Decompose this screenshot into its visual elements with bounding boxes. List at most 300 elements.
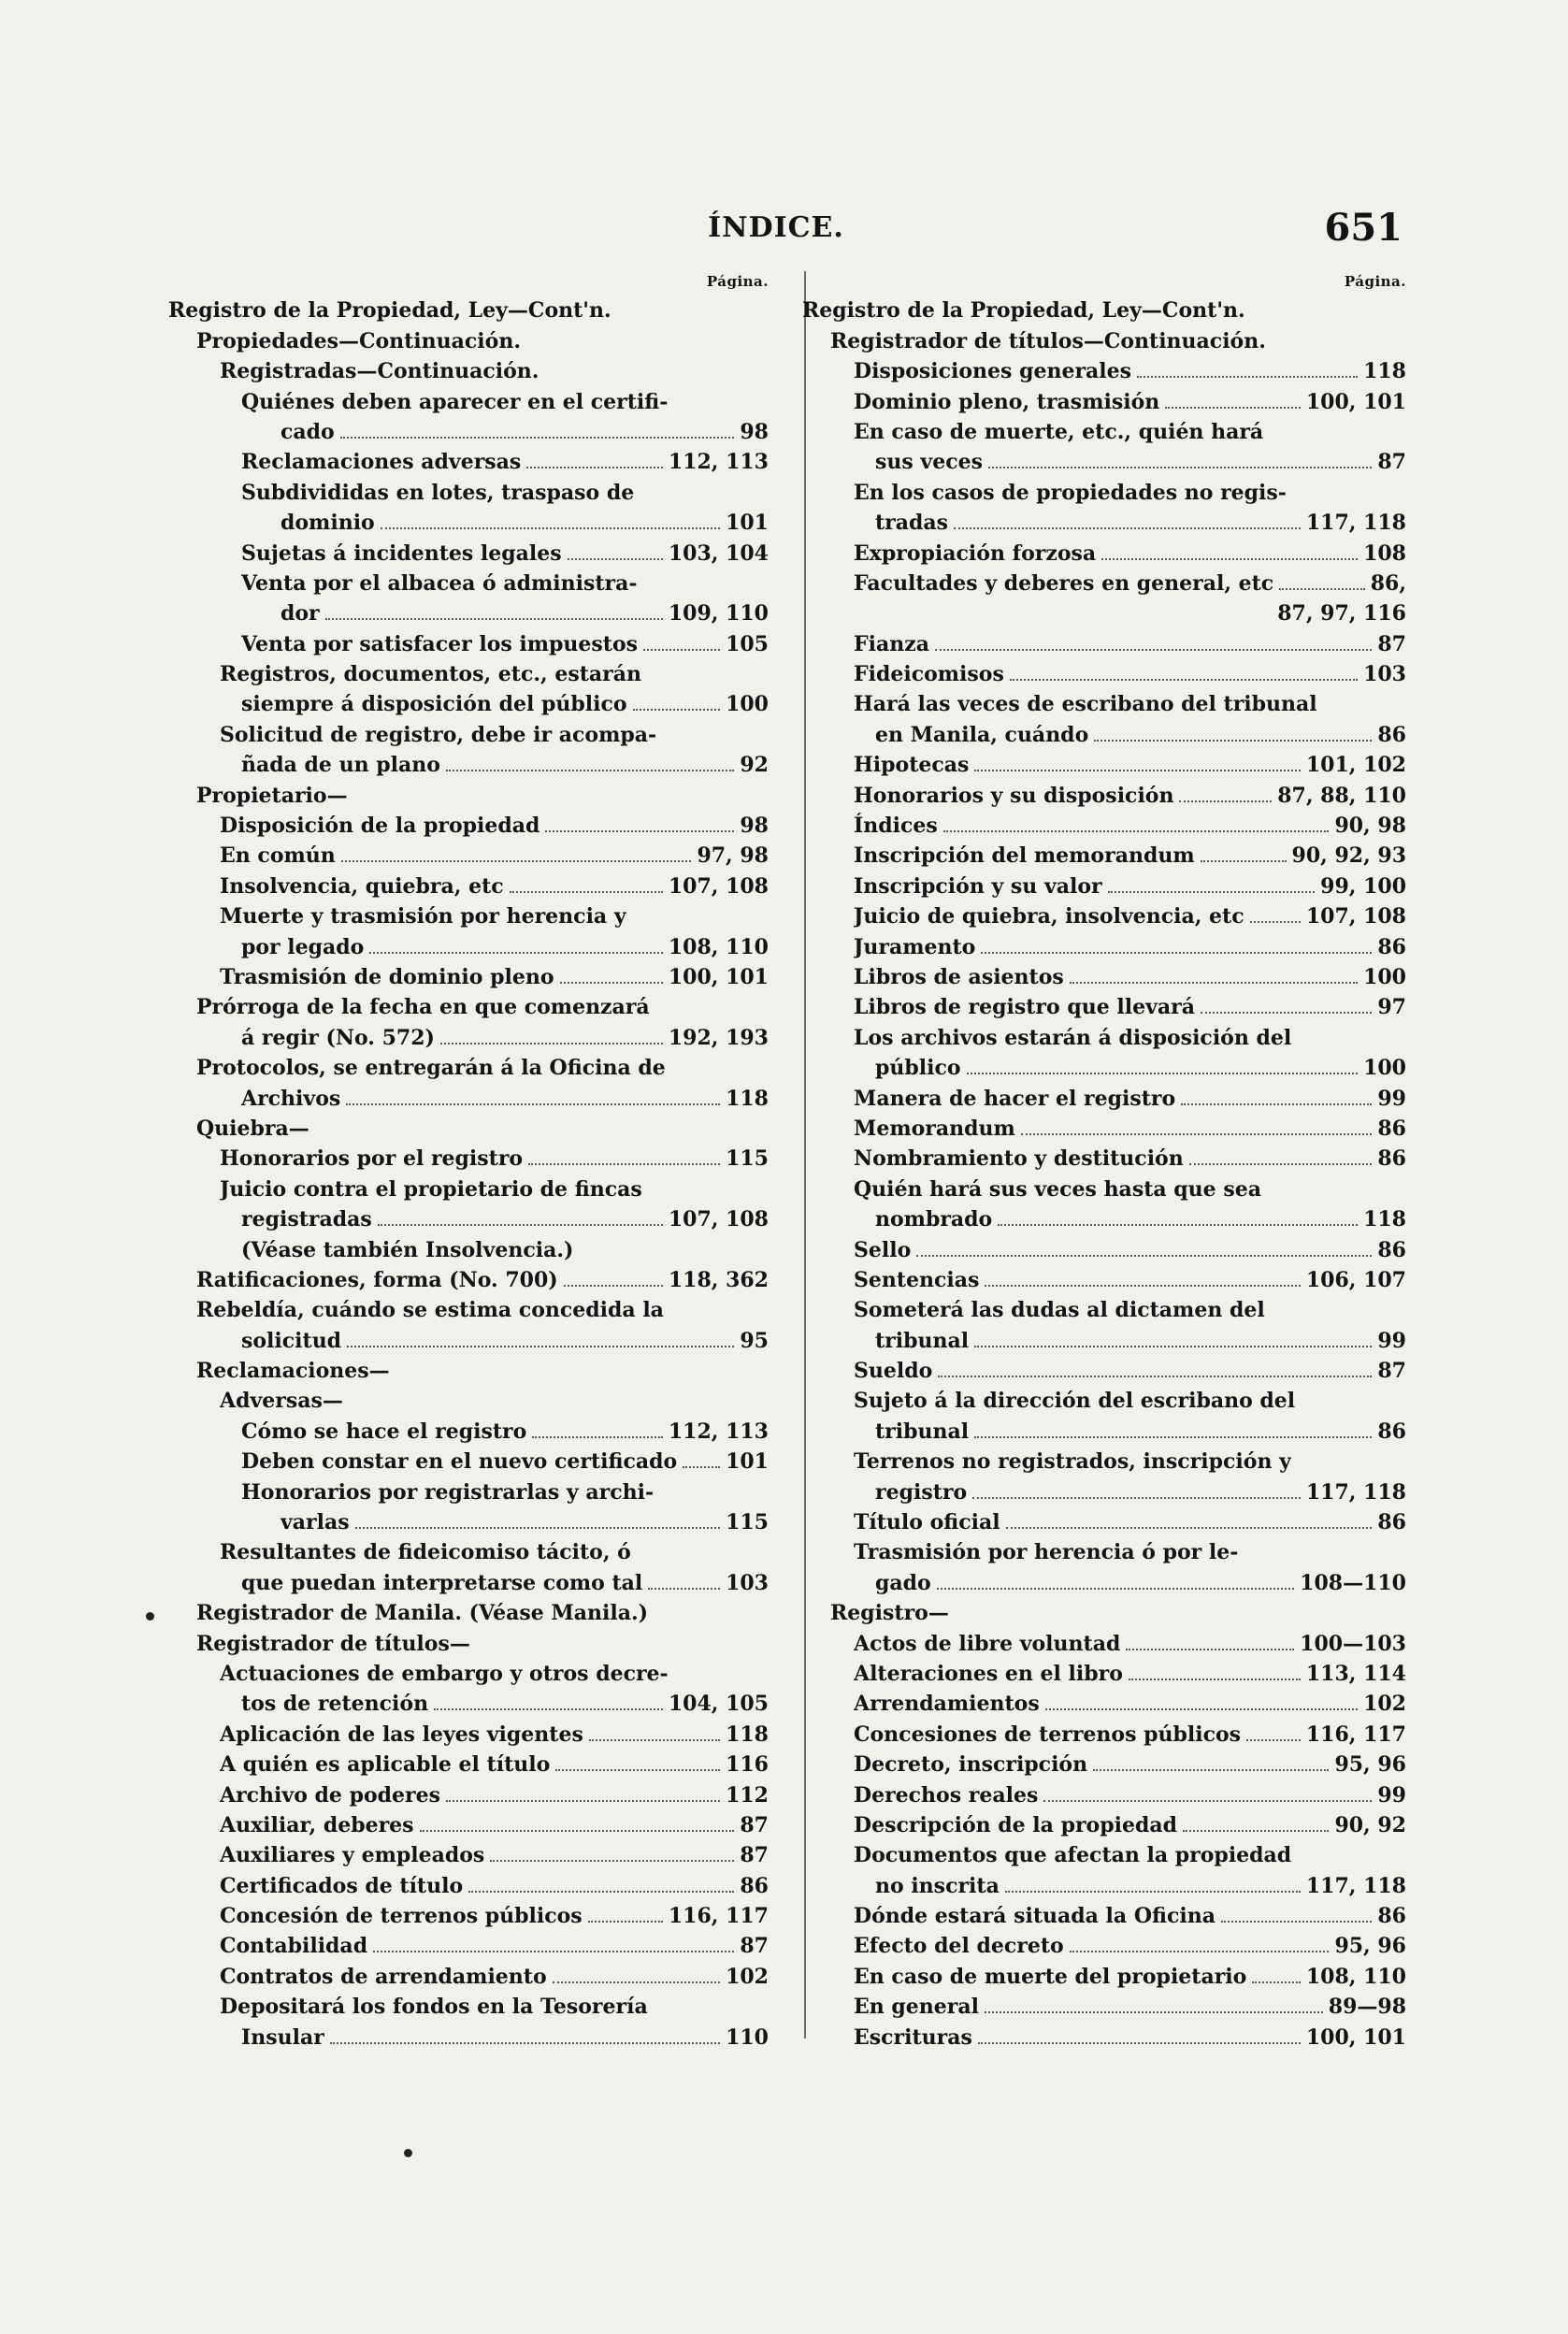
dot-leader (643, 649, 720, 651)
index-entry (802, 506, 1406, 536)
dot-leader (1005, 1891, 1301, 1893)
index-entry-pages: 86, (1370, 570, 1406, 596)
index-entry-pages: 102 (726, 1964, 769, 1989)
index-entry-term: solicitud (241, 1328, 342, 1353)
dot-leader (1094, 740, 1372, 742)
index-entry-pages: 99 (1377, 1782, 1406, 1808)
index-entry-pages: 87 (1377, 450, 1406, 475)
index-entry-term: Insular (241, 2024, 324, 2050)
index-entry (168, 1959, 769, 1989)
index-entry (168, 384, 769, 414)
dot-leader (420, 1830, 735, 1832)
index-entry-term: Registro— (830, 1601, 949, 1626)
index-entry-term: Juicio contra el propietario de fincas (220, 1176, 642, 1202)
index-entry (168, 809, 769, 839)
index-entry (802, 2020, 1406, 2050)
index-entry-pages: 87, 97, 116 (1277, 601, 1406, 627)
index-entries-right (802, 294, 1406, 2051)
index-entry-term: gado (875, 1570, 931, 1595)
dot-leader (938, 1376, 1372, 1377)
dot-leader (369, 952, 662, 954)
index-entry-pages: 112, 113 (668, 450, 769, 475)
index-entry (802, 1565, 1406, 1595)
index-entry-term: Protocolos, se entregarán á la Oficina de (196, 1056, 666, 1081)
index-entry-term: Reclamaciones— (196, 1359, 390, 1384)
index-entry (168, 1929, 769, 1959)
index-entry (802, 1899, 1406, 1929)
dot-leader (510, 891, 663, 893)
index-entry-term: Trasmisión por herencia ó por le- (854, 1540, 1239, 1565)
dot-leader (1201, 860, 1287, 862)
index-entry-term: Muerte y trasmisión por herencia y (220, 904, 626, 929)
index-entry-pages: 108—110 (1300, 1570, 1406, 1595)
index-entry (168, 1081, 769, 1111)
index-entry (168, 1020, 769, 1050)
dot-leader (341, 860, 692, 862)
index-entry (802, 1535, 1406, 1565)
index-entry-term: no inscrita (875, 1873, 1000, 1898)
index-entry-pages: 98 (740, 419, 769, 444)
index-entry (802, 415, 1406, 445)
index-entry-term: Aplicación de las leyes vigentes (220, 1722, 583, 1747)
index-entry (802, 809, 1406, 839)
index-entries-left (168, 294, 769, 2051)
index-entry (168, 687, 769, 717)
index-entry-term: Quiénes deben aparecer en el certifi- (241, 389, 669, 414)
index-entry-term: Adversas— (220, 1389, 343, 1414)
index-entry-term: Índices (854, 814, 938, 839)
index-entry (802, 1293, 1406, 1323)
index-entry-term: Sueldo (854, 1359, 933, 1384)
index-entry-pages: 90, 98 (1334, 814, 1406, 839)
index-entry-pages: 86 (1377, 1116, 1406, 1141)
dot-leader (1021, 1133, 1373, 1135)
index-entry-term: Hipotecas (854, 753, 970, 778)
running-title: ÍNDICE. (708, 211, 844, 244)
index-entry (802, 1808, 1406, 1838)
index-entry-term: Escrituras (854, 2024, 972, 2050)
index-entry-term: Alteraciones en el libro (854, 1661, 1123, 1686)
index-entry-term: Reclamaciones adversas (241, 450, 522, 475)
index-entry-term: Disposiciones generales (854, 359, 1132, 384)
dot-leader (381, 527, 720, 529)
index-entry-pages: 87 (740, 1843, 769, 1868)
index-entry (168, 324, 769, 353)
index-entry-pages: 104, 105 (668, 1692, 769, 1717)
index-entry-term: Rebeldía, cuándo se estima concedida la (196, 1298, 664, 1323)
index-entry-term: Propietario— (196, 783, 348, 808)
index-entry-pages: 107, 108 (1305, 904, 1406, 929)
index-entry-term: tradas (875, 511, 949, 536)
dot-leader (988, 467, 1372, 468)
index-entry (168, 748, 769, 778)
index-entry-pages: 86 (1377, 934, 1406, 959)
index-entry (168, 1717, 769, 1747)
index-entry-pages: 115 (726, 1510, 769, 1535)
dot-leader (555, 1769, 720, 1771)
index-entry-term: Documentos que afectan la propiedad (854, 1843, 1292, 1868)
index-entry (168, 567, 769, 597)
dot-leader (648, 1588, 720, 1590)
ink-speck (404, 2149, 412, 2157)
index-entry-pages: 108, 110 (1305, 1964, 1406, 1989)
dot-leader (1137, 376, 1358, 378)
dot-leader (440, 1043, 663, 1045)
index-entry-pages: 105 (726, 631, 769, 656)
index-entry-pages: 100, 101 (1305, 389, 1406, 414)
index-entry (168, 1142, 769, 1172)
index-entry-term: Cómo se hace el registro (241, 1419, 527, 1444)
index-entry-term: Derechos reales (854, 1782, 1039, 1808)
dot-leader (589, 1739, 720, 1741)
dot-leader (560, 982, 663, 984)
index-entry-pages: 106, 107 (1305, 1267, 1406, 1292)
dot-leader (330, 2042, 720, 2044)
index-entry (168, 1626, 769, 1656)
index-entry-term: Libros de registro que llevará (854, 995, 1195, 1020)
dot-leader (1070, 1951, 1330, 1952)
index-entry (802, 1778, 1406, 1808)
index-entry-pages: 103 (1363, 662, 1406, 687)
index-entry (168, 1838, 769, 1868)
index-entry (168, 1990, 769, 2020)
dot-leader (1006, 1527, 1373, 1529)
index-entry-term: Contabilidad (220, 1934, 368, 1959)
dot-leader (1101, 558, 1358, 560)
index-entry-pages: 86 (1377, 1510, 1406, 1535)
index-entry-term: Descripción de la propiedad (854, 1812, 1177, 1837)
index-entry-pages: 116, 117 (668, 1904, 769, 1929)
index-entry-pages: 87 (740, 1812, 769, 1837)
dot-leader (683, 1466, 720, 1468)
index-entry-term: Honorarios por el registro (220, 1146, 524, 1172)
index-entry (168, 1414, 769, 1444)
index-entry-pages: 115 (726, 1146, 769, 1172)
dot-leader (974, 1346, 1372, 1347)
dot-leader (916, 1255, 1372, 1257)
index-entry-pages: 102 (1363, 1692, 1406, 1717)
index-entry-term: Registro de la Propiedad, Ley—Cont'n. (802, 298, 1245, 324)
dot-leader (526, 467, 663, 468)
index-entry-pages: 95 (740, 1328, 769, 1353)
index-entry-pages: 118 (726, 1086, 769, 1111)
dot-leader (1252, 1981, 1300, 1983)
index-entry (168, 900, 769, 929)
index-entry-term: Dominio pleno, trasmisión (854, 389, 1160, 414)
index-entry-pages: 108 (1363, 540, 1406, 566)
index-entry-pages: 99, 100 (1320, 873, 1406, 899)
index-entry-pages: 89—98 (1328, 1995, 1406, 2020)
index-entry (168, 717, 769, 747)
index-entry-pages: 87, 88, 110 (1277, 783, 1406, 808)
dot-leader (1189, 1163, 1373, 1165)
index-entry (168, 536, 769, 566)
index-entry-pages: 97, 98 (697, 843, 769, 869)
dot-leader (1250, 921, 1301, 923)
index-entry-term: Venta por satisfacer los impuestos (241, 631, 639, 656)
index-entry (802, 1748, 1406, 1778)
index-entry (802, 294, 1406, 324)
index-entry (802, 1838, 1406, 1868)
index-entry-pages: 86 (1377, 1904, 1406, 1929)
index-entry-term: Juramento (854, 934, 976, 959)
dot-leader (528, 1163, 720, 1165)
dot-leader (325, 618, 663, 620)
index-entry (168, 929, 769, 959)
dot-leader (568, 558, 663, 560)
index-entry-pages: 108, 110 (668, 934, 769, 959)
index-entry-term: por legado (241, 934, 365, 959)
dot-leader (468, 1891, 734, 1893)
index-entry-pages: 118, 362 (668, 1267, 769, 1292)
dot-leader (954, 527, 1301, 529)
index-entry-pages: 86 (1377, 722, 1406, 747)
index-entry (168, 1868, 769, 1898)
index-entry-pages: 90, 92 (1334, 1812, 1406, 1837)
index-entry-term: Sello (854, 1237, 912, 1262)
index-entry (168, 1778, 769, 1808)
dot-leader (378, 1224, 663, 1226)
index-entry-pages: 100, 101 (1305, 2024, 1406, 2050)
index-entry (168, 354, 769, 384)
dot-leader (1043, 1800, 1372, 1802)
dot-leader (347, 1346, 734, 1347)
index-entry-term: En general (854, 1995, 979, 2020)
index-entry (168, 475, 769, 505)
index-entry-term: Hará las veces de escribano del tribunal (854, 692, 1317, 717)
index-entry-term: A quién es aplicable el título (220, 1752, 551, 1778)
index-entry (168, 1596, 769, 1626)
dot-leader (1126, 1649, 1294, 1650)
index-entry (802, 929, 1406, 959)
dot-leader (1108, 891, 1316, 893)
index-entry (168, 294, 769, 324)
index-entry-term: Resultantes de fideicomiso tácito, ó (220, 1540, 631, 1565)
index-entry (802, 990, 1406, 1020)
index-entry (802, 445, 1406, 475)
dot-leader (588, 1921, 663, 1923)
index-entry-term: Concesión de terrenos públicos (220, 1904, 583, 1929)
index-entry-pages: 118 (1363, 359, 1406, 384)
index-entry-term: Trasmisión de dominio pleno (220, 964, 554, 989)
index-entry-term: Actos de libre voluntad (854, 1631, 1121, 1656)
index-entry-pages: 117, 118 (1305, 511, 1406, 536)
index-entry-pages: 117, 118 (1305, 1479, 1406, 1505)
index-entry-term: Fideicomisos (854, 662, 1004, 687)
index-entry (802, 536, 1406, 566)
index-entry-pages: 86 (1377, 1237, 1406, 1262)
dot-leader (1070, 982, 1358, 984)
dot-leader (1179, 800, 1272, 802)
dot-leader (490, 1860, 734, 1862)
index-entry-term: Propiedades—Continuación. (196, 328, 521, 353)
index-entry (168, 1203, 769, 1232)
index-entry-pages: 100—103 (1300, 1631, 1406, 1656)
index-entry (802, 1657, 1406, 1687)
index-entry-term: Registrador de títulos— (196, 1631, 470, 1656)
index-entry-term: Honorarios y su disposición (854, 783, 1174, 808)
index-entry-pages: 107, 108 (668, 1207, 769, 1232)
index-entry-term: dor (281, 601, 320, 627)
index-entry-pages: 116, 117 (1305, 1722, 1406, 1747)
index-entry (802, 1051, 1406, 1081)
index-entry (802, 1717, 1406, 1747)
index-entry-term: cado (281, 419, 335, 444)
dot-leader (1183, 1830, 1329, 1832)
index-entry-pages: 117, 118 (1305, 1873, 1406, 1898)
index-entry (802, 717, 1406, 747)
ink-speck (146, 1612, 154, 1621)
index-entry-term: Someterá las dudas al dictamen del (854, 1298, 1265, 1323)
index-entry (168, 1354, 769, 1384)
index-entry-term: Venta por el albacea ó administra- (241, 570, 638, 596)
index-entry-term: dominio (281, 511, 375, 536)
index-entry (802, 1354, 1406, 1384)
index-entry-pages: 101 (726, 511, 769, 536)
dot-leader (564, 1285, 663, 1287)
index-entry (168, 1535, 769, 1565)
index-entry (168, 1445, 769, 1475)
index-entry (802, 1868, 1406, 1898)
index-entry-term: Solicitud de registro, debe ir acompa- (220, 722, 657, 747)
dot-leader (985, 2011, 1323, 2013)
index-entry-term: Registro de la Propiedad, Ley—Cont'n. (168, 298, 611, 324)
index-entry (168, 1808, 769, 1838)
index-entry-pages: 86 (1377, 1419, 1406, 1444)
index-entry-term: Terrenos no registrados, inscripción y (854, 1449, 1291, 1475)
index-entry (168, 445, 769, 475)
dot-leader (553, 1981, 720, 1983)
index-entry (802, 567, 1406, 597)
index-entry (802, 1596, 1406, 1626)
index-entry-term: Dónde estará situada la Oficina (854, 1904, 1216, 1929)
index-entry (802, 384, 1406, 414)
index-entry (168, 2020, 769, 2050)
index-entry (168, 1323, 769, 1353)
index-entry-term: Fianza (854, 631, 929, 656)
index-entry-pages: 109, 110 (668, 601, 769, 627)
index-entry (168, 1565, 769, 1595)
index-entry-pages: 118 (1363, 1207, 1406, 1232)
index-entry-pages: 95, 96 (1334, 1752, 1406, 1778)
index-entry (802, 1990, 1406, 2020)
index-entry (168, 990, 769, 1020)
dot-leader (935, 649, 1372, 651)
index-entry-term: En los casos de propiedades no regis- (854, 480, 1287, 505)
index-entry-term: á regir (No. 572) (241, 1025, 435, 1050)
dot-leader (998, 1224, 1358, 1226)
index-entry (802, 1384, 1406, 1414)
index-entry (168, 960, 769, 990)
index-entry (802, 1959, 1406, 1989)
index-entry (168, 657, 769, 687)
index-entry-pages: 113, 114 (1305, 1661, 1406, 1686)
index-entry (802, 1506, 1406, 1535)
index-entry-term: Inscripción del memorandum (854, 843, 1195, 869)
column-heading-left: Página. (706, 273, 769, 290)
index-entry (802, 1687, 1406, 1717)
dot-leader (446, 1800, 720, 1802)
index-entry (168, 1051, 769, 1081)
index-entry (802, 627, 1406, 656)
index-entry-pages: 97 (1377, 995, 1406, 1020)
index-entry (802, 354, 1406, 384)
dot-leader (545, 830, 734, 832)
index-entry-pages: 107, 108 (668, 873, 769, 899)
index-entry-pages: 118 (726, 1722, 769, 1747)
index-entry-term: tos de retención (241, 1692, 429, 1717)
index-entry-pages: 90, 92, 93 (1291, 843, 1406, 869)
index-entry-term: Registrador de títulos—Continuación. (830, 328, 1266, 353)
index-entry-term: Expropiación forzosa (854, 540, 1097, 566)
index-entry-term: tribunal (875, 1328, 970, 1353)
index-entry-term: Manera de hacer el registro (854, 1086, 1176, 1111)
dot-leader (1181, 1103, 1372, 1105)
index-entry (802, 1142, 1406, 1172)
page-number: 651 (1324, 206, 1403, 250)
dot-leader (1010, 679, 1358, 681)
index-entry (168, 839, 769, 869)
index-entry (802, 657, 1406, 687)
index-entry-term: Efecto del decreto (854, 1934, 1064, 1959)
index-entry-term: registro (875, 1479, 968, 1505)
column-heading-right: Página. (1344, 273, 1406, 290)
index-column-left (168, 273, 769, 2051)
dot-leader (1165, 407, 1301, 409)
index-entry (802, 1203, 1406, 1232)
index-entry-pages: 110 (726, 2024, 769, 2050)
index-entry-pages: 99 (1377, 1086, 1406, 1111)
index-entry (802, 324, 1406, 353)
index-column-right (802, 273, 1406, 2051)
dot-leader (1093, 1769, 1329, 1771)
index-entry-term: varlas (281, 1510, 350, 1535)
index-entry (802, 1445, 1406, 1475)
index-entry-term: En común (220, 843, 336, 869)
index-entry-pages: 99 (1377, 1328, 1406, 1353)
dot-leader (1045, 1708, 1358, 1710)
dot-leader (532, 1436, 663, 1438)
index-entry-term: Auxiliar, deberes (220, 1812, 414, 1837)
index-entry-pages: 92 (740, 753, 769, 778)
index-entry-term: en Manila, cuándo (875, 722, 1089, 747)
index-entry (802, 839, 1406, 869)
index-entry (802, 1263, 1406, 1293)
index-entry-term: Archivo de poderes (220, 1782, 440, 1808)
index-entry-term: Subdivididas en lotes, traspaso de (241, 480, 635, 505)
index-entry-term: Juicio de quiebra, insolvencia, etc (854, 904, 1244, 929)
dot-leader (346, 1103, 720, 1105)
dot-leader (981, 952, 1372, 954)
index-entry (802, 597, 1406, 627)
index-entry (802, 1020, 1406, 1050)
index-entry-pages: 116 (726, 1752, 769, 1778)
index-entry (168, 1899, 769, 1929)
index-entry-term: Insolvencia, quiebra, etc (220, 873, 504, 899)
index-entry-term: Concesiones de terrenos públicos (854, 1722, 1242, 1747)
index-entry-term: Registros, documentos, etc., estarán (220, 662, 641, 687)
index-entry (168, 869, 769, 899)
index-entry-pages: 101, 102 (1305, 753, 1406, 778)
index-entry-term: Sujeto á la dirección del escribano del (854, 1389, 1296, 1414)
index-entry-term: Honorarios por registrarlas y archi- (241, 1479, 655, 1505)
index-entry-pages: 87 (1377, 1359, 1406, 1384)
index-entry-term: sus veces (875, 450, 983, 475)
index-entry-term: siempre á disposición del público (241, 692, 627, 717)
index-entry (802, 900, 1406, 929)
index-entry (802, 1172, 1406, 1202)
index-entry (168, 627, 769, 656)
